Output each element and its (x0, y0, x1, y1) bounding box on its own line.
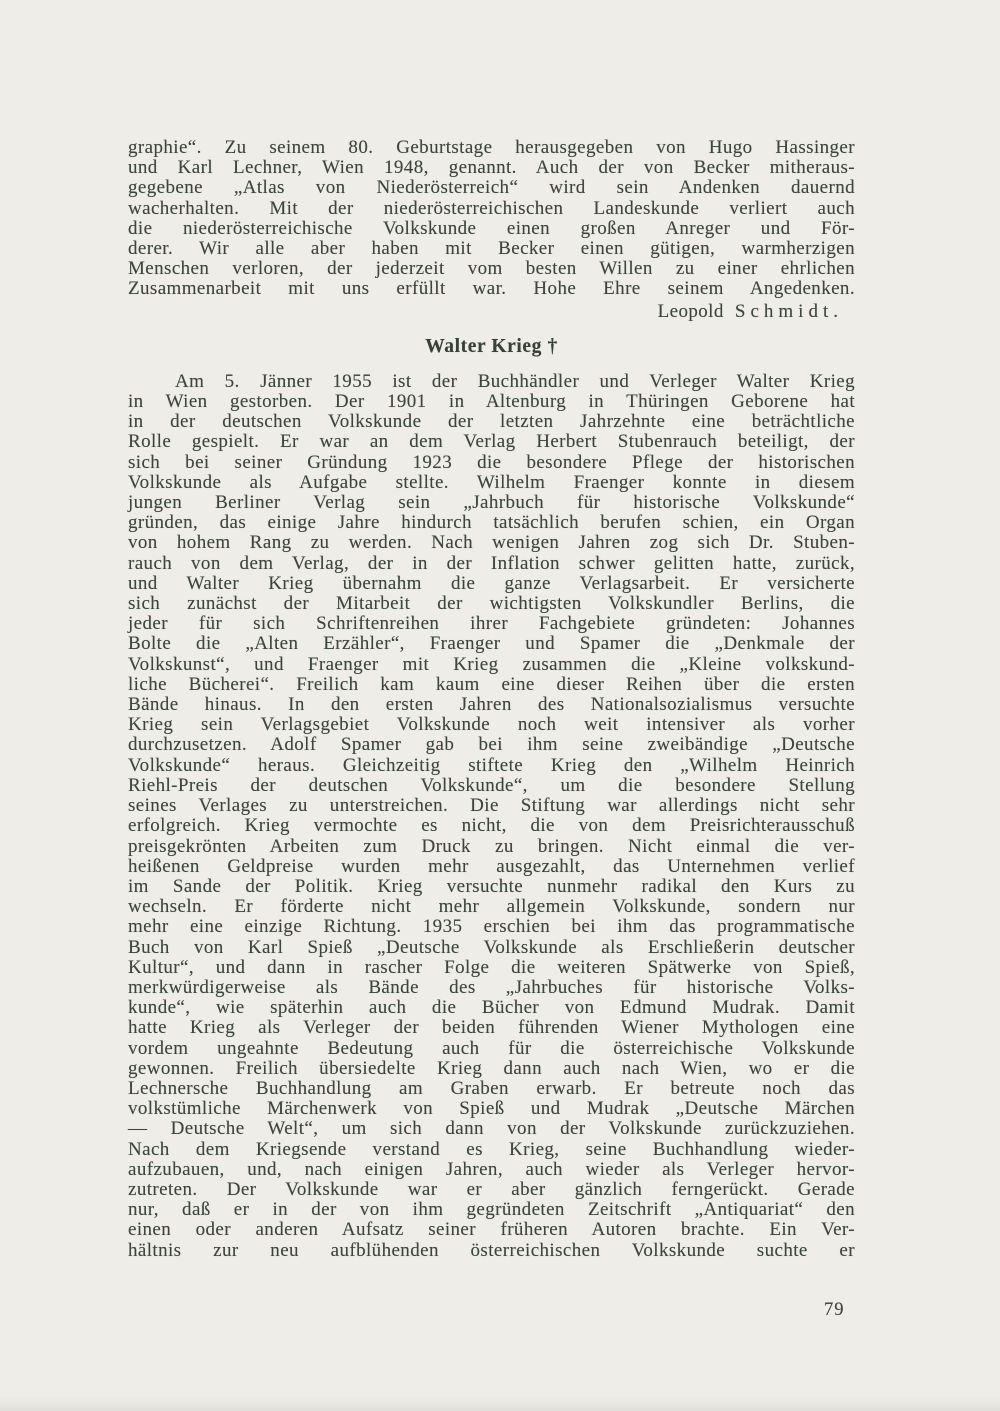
text-line: mehr eine einzige Richtung. 1935 erschien bei ihm das programmatische (128, 916, 855, 938)
text-line: nur, daß er in der von ihm gegründeten Zeitschrift „Antiquariat“ den (128, 1199, 855, 1221)
text-line: Riehl-Preis der deutschen Volkskunde“, um die besondere Stellung (128, 774, 855, 796)
text-line: von hohem Rang zu werden. Nach wenigen Jahren zog sich Dr. Stuben- (128, 532, 855, 554)
text-line: preisgekrönten Arbeiten zum Druck zu bringen. Nicht einmal die ver- (128, 835, 855, 857)
text-line: merkwürdigerweise als Bände des „Jahrbuches für historische Volks- (128, 976, 855, 998)
text-line: Am 5. Jänner 1955 ist der Buchhändler und Verleger Walter Krieg (175, 370, 855, 392)
text-line: in der deutschen Volkskunde der letzten Jahrzehnte eine beträchtliche (128, 411, 855, 433)
text-line: Zusammenarbeit mit uns erfüllt war. Hohe Ehre seinem Angedenken. (128, 278, 855, 300)
signature (128, 302, 855, 322)
text-line: Rolle gespielt. Er war an dem Verlag Herbert Stubenrauch beteiligt, der (128, 431, 855, 453)
text-line: jeder für sich Schriftenreihen ihrer Fachgebiete gründeten: Johannes (128, 613, 855, 635)
text-line: jungen Berliner Verlag sein „Jahrbuch für historische Volkskunde“ (128, 492, 855, 514)
text-line: Buch von Karl Spieß „Deutsche Volkskunde als Erschließerin deutscher (128, 936, 855, 958)
text-line: derer. Wir alle aber haben mit Becker einen gütigen, warmherzigen (128, 238, 855, 260)
text-line: Nach dem Kriegsende verstand es Krieg, seine Buchhandlung wieder- (128, 1138, 855, 1160)
text-line: seines Verlages zu unterstreichen. Die Stiftung war allerdings nicht sehr (128, 795, 855, 817)
article-heading: Walter Krieg † (425, 335, 558, 357)
text-line: gewonnen. Freilich übersiedelte Krieg dann auch nach Wien, wo er die (128, 1057, 855, 1079)
text-line: erfolgreich. Krieg vermochte es nicht, die von dem Preisrichterausschuß (128, 815, 855, 837)
text-line: Bolte die „Alten Erzähler“, Fraenger und Spamer die „Denkmale der (128, 633, 855, 655)
text-line: und Walter Krieg übernahm die ganze Verlagsarbeit. Er versicherte (128, 572, 855, 594)
text-line: heißenen Geldpreise wurden mehr ausgezahlt, das Unternehmen verlief (128, 855, 855, 877)
text-line: vordem ungeahnte Bedeutung auch für die österreichische Volkskunde (128, 1037, 855, 1059)
text-line: wacherhalten. Mit der niederösterreichischen Landeskunde verliert auch (128, 197, 855, 219)
text-line: Krieg sein Verlagsgebiet Volkskunde noch weit intensiver als vorher (128, 714, 855, 736)
text-line: Menschen verloren, der jederzeit vom besten Willen zu einer ehrlichen (128, 258, 855, 280)
text-line: Lechnersche Buchhandlung am Graben erwarb. Er betreute noch das (128, 1077, 855, 1099)
text-line: sich zunächst der Mitarbeit der wichtigsten Volkskundler Berlins, die (128, 593, 855, 615)
text-line: einen oder anderen Aufsatz seiner früheren Autoren brachte. Ein Ver- (128, 1219, 855, 1241)
signature-first-name: Leopold (657, 300, 724, 322)
text-line: Bände hinaus. In den ersten Jahren des Nationalsozialismus versuchte (128, 694, 855, 716)
text-line: in Wien gestorben. Der 1901 in Altenburg in Thüringen Geborene hat (128, 391, 855, 413)
text-line: hatte Krieg als Verleger der beiden führenden Wiener Mythologen eine (128, 1017, 855, 1039)
text-line: die niederösterreichische Volkskunde einen großen Anreger und För- (128, 217, 855, 239)
signature-last-name: Schmidt. (734, 300, 843, 322)
text-block (128, 138, 855, 1261)
text-line: Volkskunst“, und Fraenger mit Krieg zusammen die „Kleine volkskund- (128, 653, 855, 675)
text-line: aufzubauen, und, nach einigen Jahren, auch wieder als Verleger hervor- (128, 1158, 855, 1180)
page-number: 79 (824, 1300, 845, 1320)
text-line: hältnis zur neu aufblühenden österreichischen Volkskunde suchte er (128, 1239, 855, 1261)
text-line: Volkskunde“ heraus. Gleichzeitig stiftete Krieg den „Wilhelm Heinrich (128, 754, 855, 776)
paragraph-walter-krieg-obituary (128, 372, 855, 1261)
text-line: gegebene „Atlas von Niederösterreich“ wird sein Andenken dauernd (128, 177, 855, 199)
text-line: durchzusetzen. Adolf Spamer gab bei ihm seine zweibändige „Deutsche (128, 734, 855, 756)
text-line: kunde“, wie späterhin auch die Bücher von Edmund Mudrak. Damit (128, 997, 855, 1019)
text-line: rauch von dem Verlag, der in der Inflation schwer gelitten hatte, zurück, (128, 552, 855, 574)
text-line: — Deutsche Welt“, um sich dann von der Volkskunde zurückzuziehen. (128, 1118, 855, 1140)
text-line: Volkskunde als Aufgabe stellte. Wilhelm Fraenger konnte in diesem (128, 471, 855, 493)
text-line: Kultur“, und dann in rascher Folge die weiteren Spätwerke von Spieß, (128, 956, 855, 978)
text-line: gründen, das einige Jahre hindurch tatsächlich berufen schien, ein Organ (128, 512, 855, 534)
text-line: wechseln. Er förderte nicht mehr allgemein Volkskunde, sondern nur (128, 896, 855, 918)
text-line: graphie“. Zu seinem 80. Geburtstage herausgegeben von Hugo Hassinger (128, 137, 855, 158)
text-line: liche Bücherei“. Freilich kam kaum eine dieser Reihen über die ersten (128, 673, 855, 695)
text-line: volkstümliche Märchenwerk von Spieß und Mudrak „Deutsche Märchen (128, 1098, 855, 1120)
text-line: sich bei seiner Gründung 1923 die besondere Pflege der historischen (128, 451, 855, 473)
text-line: im Sande der Politik. Krieg versuchte nunmehr radikal den Kurs zu (128, 875, 855, 897)
text-line: zutreten. Der Volkskunde war er aber gänzlich ferngerückt. Gerade (128, 1178, 855, 1200)
paragraph-becker-obituary-end (128, 138, 855, 300)
text-line: und Karl Lechner, Wien 1948, genannt. Auch der von Becker mitheraus- (128, 157, 855, 179)
